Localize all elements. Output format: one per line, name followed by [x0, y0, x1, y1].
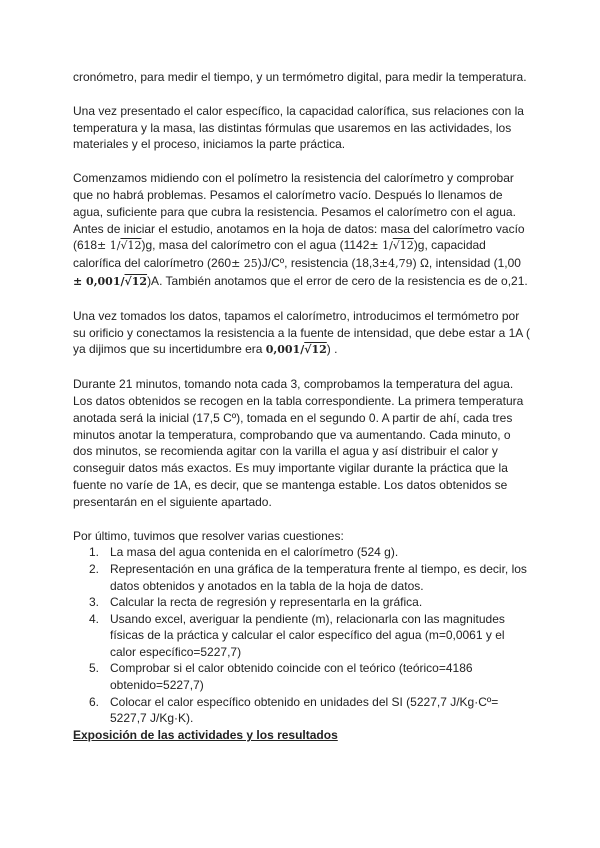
connection-text-b: ) . — [326, 342, 338, 357]
math-uncertainty-1: ± 1/√12 — [97, 239, 142, 253]
math-uncertainty-intensity: 0,001/√12 — [265, 343, 327, 357]
procedure-text-f: )A. También anotamos que el error de cero de la resistencia es de o,21. — [147, 273, 528, 288]
math-uncertainty-2: ± 1/√12 — [369, 239, 414, 253]
math-uncertainty-3: ± 25 — [231, 257, 258, 271]
procedure-text-a: Comenzamos midiendo con el polímetro la resistencia del calorímetro y comprobar que no habrá problemas. Pesamos el calorímetro vacío. Después lo llenamos de agua, suficiente para que cubra la resistencia. Pesamos el calorímetro con el agua. Antes de iniciar el estudio, anotamos en la hoja de datos: masa del calorímetro vacío (618 — [73, 171, 525, 253]
questions-list — [73, 544, 533, 727]
connection-text-a: Una vez tomados los datos, tapamos el calorímetro, introducimos el termómetro por su orificio y conectamos la resistencia a la fuente de intensidad, que debe estar a 1A ( ya dijimos que su incertidumbre era — [73, 308, 530, 357]
paragraph-intro: cronómetro, para medir el tiempo, y un termómetro digital, para medir la temperatura. — [73, 70, 527, 84]
procedure-text-e: ) Ω, intensidad (1,00 — [412, 256, 521, 271]
procedure-text-b: )g, masa del calorímetro con el agua (1142 — [141, 238, 370, 253]
list-item: 4. Usando excel, averiguar la pendiente (m), relacionarla con las magnitudes físicas de la práctica y calcular el calor específico del agua (m=0,0061 y el calor específico=5227,7) — [89, 611, 505, 659]
procedure-text-c: )g, capacidad calorífica del calorímetro (260 — [73, 238, 486, 271]
math-uncertainty-5: ± 0,001/√12 — [73, 274, 148, 288]
paragraph-connection — [73, 308, 533, 359]
paragraph-questions-intro: Por último, tuvimos que resolver varias cuestiones: — [73, 528, 344, 543]
document-page — [73, 69, 533, 744]
procedure-text-d: )J/Cº, resistencia (18,3 — [257, 256, 379, 271]
list-item: 2. Representación en una gráfica de la temperatura frente al tiempo, es decir, los datos obtenidos y anotados en la tabla de la hoja de datos. — [89, 561, 527, 593]
paragraph-presentation: Una vez presentado el calor específico, la capacidad calorífica, sus relaciones con la temperatura y la masa, las distintas fórmulas que usaremos en las actividades, los materiales y el proceso, iniciamos la parte práctica. — [73, 103, 524, 152]
list-item: 1. La masa del agua contenida en el calorímetro (524 g). — [89, 545, 399, 560]
paragraph-procedure — [73, 170, 533, 291]
section-heading: Exposición de las actividades y los resultados — [73, 727, 338, 742]
math-uncertainty-4: ±4,79 — [378, 257, 413, 271]
list-item: 6. Colocar el calor específico obtenido en unidades del SI (5227,7 J/Kg·Cº= 5227,7 J/Kg·K). — [89, 694, 499, 726]
list-item: 5. Comprobar si el calor obtenido coincide con el teórico (teórico=4186 obtenido=5227,7) — [89, 661, 473, 693]
paragraph-measurements: Durante 21 minutos, tomando nota cada 3, comprobamos la temperatura del agua. Los datos obtenidos se recogen en la tabla correspondiente. La primera temperatura anotada será la inicial (17,5 Cº), tomada en el segundo 0. A partir de ahí, cada tres minutos anotar la temperatura, comprobando que va aumentando. Cada minuto, o dos minutos, se recomienda agitar con la varilla el agua y así distribuir el calor y conseguir datos más exactos. Es muy importante vigilar durante la práctica que la fuente no varíe de 1A, es decir, que se mantenga estable. Los datos obtenidos se presentarán en el siguiente apartado. — [73, 377, 524, 509]
list-item: 3. Calcular la recta de regresión y representarla en la gráfica. — [89, 595, 423, 610]
